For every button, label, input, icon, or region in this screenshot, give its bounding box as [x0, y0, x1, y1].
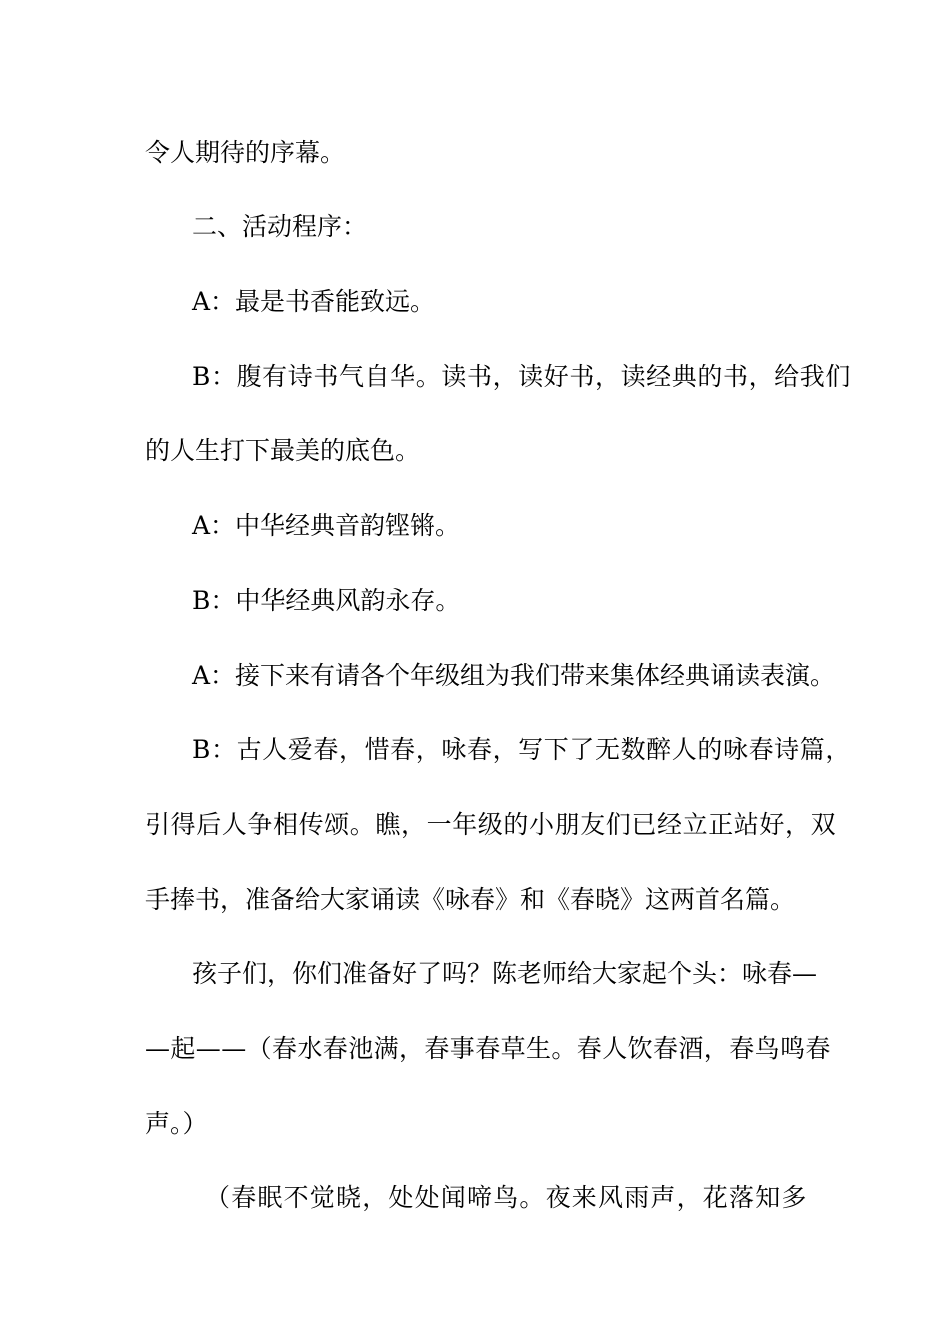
text-line: A：最是书香能致远。	[192, 287, 436, 316]
text-line: 声。）	[145, 1109, 208, 1138]
text-line: B：古人爱春，惜春，咏春，写下了无数醉人的咏春诗篇，	[192, 735, 851, 764]
section-heading: 二、活动程序：	[192, 212, 368, 241]
text-line: A：中华经典音韵铿锵。	[192, 511, 461, 540]
text-line: （春眠不觉晓，处处闻啼鸟。夜来风雨声，花落知多	[205, 1183, 808, 1212]
text-line: 引得后人争相传颂。瞧，一年级的小朋友们已经立正站好，双	[145, 810, 837, 839]
text-line: 手捧书，准备给大家诵读《咏春》和《春晓》这两首名篇。	[145, 885, 796, 914]
text-line: B：腹有诗书气自华。读书，读好书，读经典的书，给我们	[192, 362, 851, 391]
text-line: B：中华经典风韵永存。	[192, 586, 461, 615]
text-line: 孩子们，你们准备好了吗？陈老师给大家起个头：咏春—	[192, 959, 818, 988]
text-line: 令人期待的序幕。	[145, 138, 346, 167]
text-line: —起——（春水春池满，春事春草生。春人饮春酒，春鸟鸣春	[145, 1034, 831, 1063]
text-line: 的人生打下最美的底色。	[145, 436, 421, 465]
text-line: A：接下来有请各个年级组为我们带来集体经典诵读表演。	[192, 661, 836, 690]
